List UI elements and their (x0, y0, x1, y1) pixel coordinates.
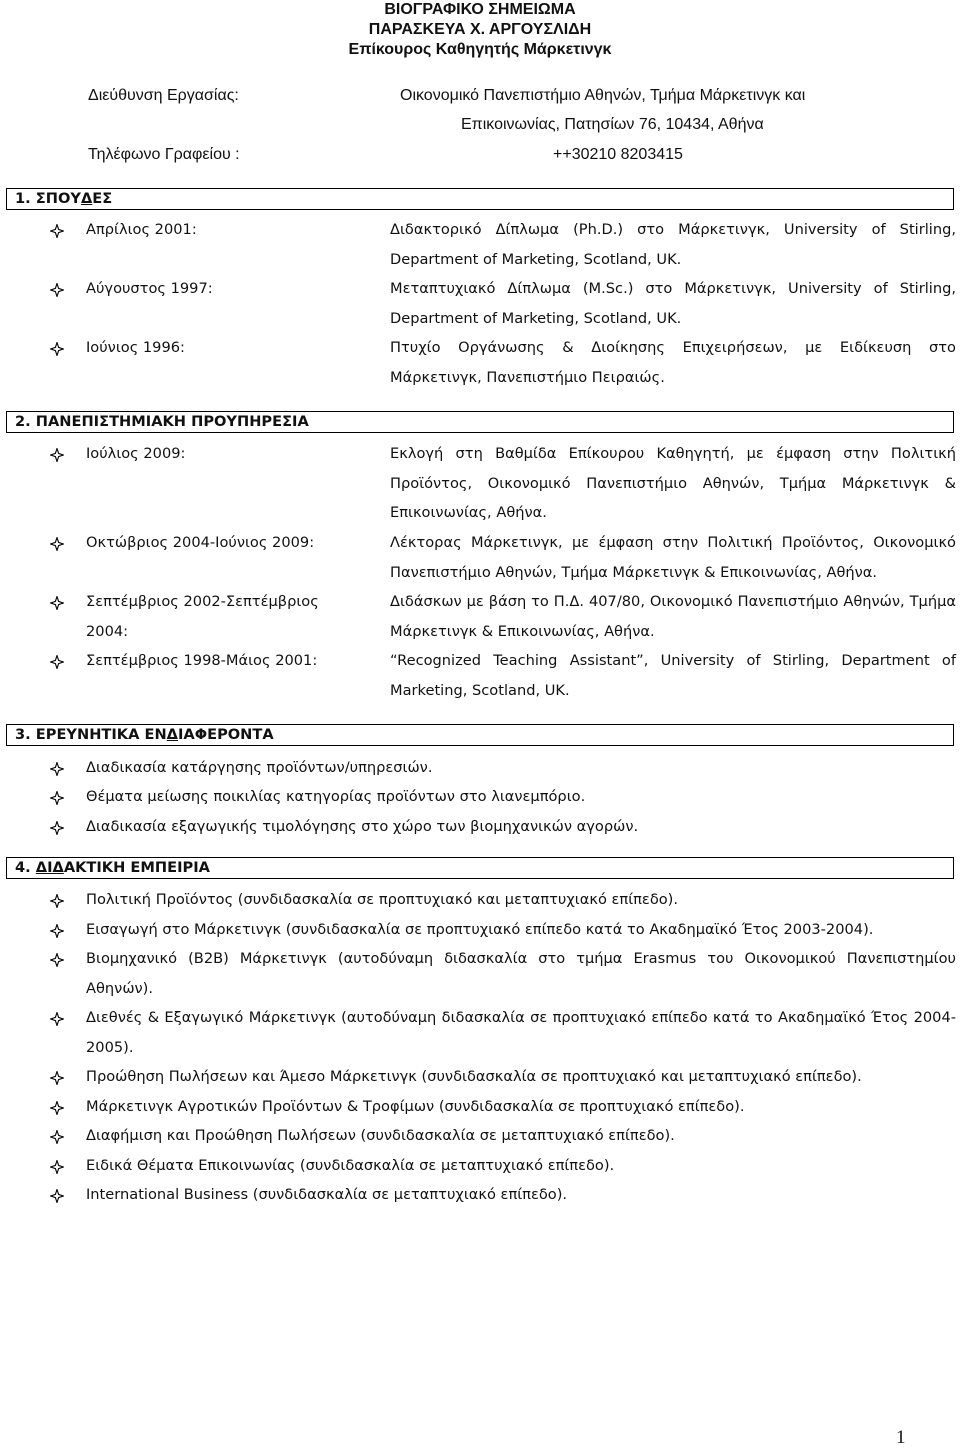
diamond-bullet-icon (50, 596, 64, 610)
education-date: Ιούνιος 1996: (86, 339, 185, 356)
teaching-item-text: International Business (συνδιδασκαλία σε μεταπτυχιακό επίπεδο). (86, 1186, 568, 1203)
teaching-item-text: Διεθνές & Εξαγωγικό Μάρκετινγκ (αυτοδύναμη διδασκαλία σε προπτυχιακό επίπεδο κατά το Ακαδημαϊκό Έτος 2004-2005). (86, 1009, 956, 1056)
teaching-item-text: Εισαγωγή στο Μάρκετινγκ (συνδιδασκαλία σε προπτυχιακό επίπεδο κατά το Ακαδημαϊκό Έτος 2003-2004). (86, 921, 874, 938)
section-research-title-underlined: Δ (166, 726, 178, 743)
diamond-bullet-icon (50, 537, 64, 551)
diamond-bullet-icon (50, 1160, 64, 1174)
diamond-bullet-icon (50, 821, 64, 835)
education-text: Πτυχίο Οργάνωσης & Διοίκησης Επιχειρήσεων, με Ειδίκευση στο Μάρκετινγκ, Πανεπιστήμιο Πειραιώς. (390, 339, 956, 386)
teaching-item-text: Μάρκετινγκ Αγροτικών Προϊόντων & Τροφίμων (συνδιδασκαλία σε προπτυχιακό επίπεδο). (86, 1098, 745, 1115)
diamond-bullet-icon (50, 342, 64, 356)
section-teaching-num: 4. (15, 859, 36, 876)
teaching-item-text: Διαφήμιση και Προώθηση Πωλήσεων (συνδιδασκαλία σε μεταπτυχιακό επίπεδο). (86, 1127, 675, 1144)
teaching-item-text: Προώθηση Πωλήσεων και Άμεσο Μάρκετινγκ (συνδιδασκαλία σε προπτυχιακό και μεταπτυχιακό επίπεδο). (86, 1068, 862, 1085)
diamond-bullet-icon (50, 1130, 64, 1144)
address-line1: Οικονομικό Πανεπιστήμιο Αθηνών, Τμήμα Μάρκετινγκ και (400, 87, 806, 104)
address-label: Διεύθυνση Εργασίας: (88, 87, 239, 104)
diamond-bullet-icon (50, 894, 64, 908)
diamond-bullet-icon (50, 1101, 64, 1115)
education-date: Αύγουστος 1997: (86, 280, 213, 297)
research-item-text: Διαδικασία κατάργησης προϊόντων/υπηρεσιών. (86, 759, 433, 776)
section-education-title-underlined: Δ (80, 190, 93, 207)
diamond-bullet-icon (50, 924, 64, 938)
research-item-text: Θέματα μείωσης ποικιλίας κατηγορίας προϊόντων στο λιανεμπόριο. (86, 788, 586, 805)
person-position: Επίκουρος Καθηγητής Μάρκετινγκ (348, 41, 612, 58)
teaching-item-text: Βιομηχανικό (Β2Β) Μάρκετινγκ (αυτοδύναμη διδασκαλία στο τμήμα Erasmus του Οικονομικού Πανεπιστημίου Αθηνών). (86, 950, 956, 997)
section-research-title (6, 724, 954, 746)
section-education-title (6, 188, 954, 210)
experience-text: Εκλογή στη Βαθμίδα Επίκουρου Καθηγητή, με έμφαση στην Πολιτική Προϊόντος, Οικονομικό Πανεπιστήμιο Αθηνών, Τμήμα Μάρκετινγκ & Επικοινωνίας, Αθήνα. (390, 445, 956, 521)
education-date: Απρίλιος 2001: (86, 221, 197, 238)
education-text: Διδακτορικό Δίπλωμα (Ph.D.) στο Μάρκετινγκ, University of Stirling, Department of Marketing, Scotland, UK. (390, 221, 956, 268)
experience-date-cont: 2004: (86, 623, 129, 640)
section-education-num: 1. (15, 190, 36, 207)
section-education-title-pre: ΣΠΟΥ (35, 190, 81, 207)
section-education-title-post: ΕΣ (92, 190, 113, 207)
person-name: ΠΑΡΑΣΚΕΥΑ Χ. ΑΡΓΟΥΣΛΙΔΗ (368, 21, 592, 38)
experience-date: Ιούλιος 2009: (86, 445, 186, 462)
phone-value: ++30210 8203415 (553, 146, 683, 163)
experience-date: Οκτώβριος 2004-Ιούνιος 2009: (86, 534, 315, 551)
diamond-bullet-icon (50, 953, 64, 967)
experience-date: Σεπτέμβριος 2002-Σεπτέμβριος (86, 593, 319, 610)
diamond-bullet-icon (50, 1071, 64, 1085)
section-teaching-underlined-2: Δ (52, 859, 64, 876)
experience-text: “Recognized Teaching Assistant”, University of Stirling, Department of Marketing, Scotland, UK. (390, 652, 956, 699)
diamond-bullet-icon (50, 448, 64, 462)
experience-text: Λέκτορας Μάρκετινγκ, με έμφαση στην Πολιτική Προϊόντος, Οικονομικό Πανεπιστήμιο Αθηνών, Τμήμα Μάρκετινγκ & Επικοινωνίας, Αθήνα. (390, 534, 956, 581)
section-research-title-post: ΙΑΦΕΡΟΝΤΑ (177, 726, 274, 743)
experience-date: Σεπτέμβριος 1998-Μάιος 2001: (86, 652, 318, 669)
diamond-bullet-icon (50, 655, 64, 669)
diamond-bullet-icon (50, 791, 64, 805)
page-number: 1 (896, 1427, 906, 1448)
diamond-bullet-icon (50, 224, 64, 238)
diamond-bullet-icon (50, 1189, 64, 1203)
education-text: Μεταπτυχιακό Δίπλωμα (M.Sc.) στο Μάρκετινγκ, University of Stirling, Department of Marketing, Scotland, UK. (390, 280, 956, 327)
diamond-bullet-icon (50, 283, 64, 297)
section-teaching-underlined-mid: Ι (47, 859, 53, 876)
section-teaching-underlined-1: Δ (35, 859, 48, 876)
section-experience-title: 2. ΠΑΝΕΠΙΣΤΗΜΙΑΚΗ ΠΡΟΥΠΗΡΕΣΙΑ (6, 411, 954, 433)
section-teaching-title-post: ΑΚΤΙΚΗ ΕΜΠΕΙΡΙΑ (63, 859, 210, 876)
diamond-bullet-icon (50, 762, 64, 776)
phone-label: Τηλέφωνο Γραφείου : (88, 146, 240, 163)
section-research-title-pre: 3. ΕΡΕΥΝΗΤΙΚΑ ΕΝ (15, 726, 167, 743)
research-item-text: Διαδικασία εξαγωγικής τιμολόγησης στο χώρο των βιομηχανικών αγορών. (86, 818, 639, 835)
address-line2: Επικοινωνίας, Πατησίων 76, 10434, Αθήνα (461, 116, 764, 133)
experience-text: Διδάσκων με βάση το Π.Δ. 407/80, Οικονομικό Πανεπιστήμιο Αθηνών, Τμήμα Μάρκετινγκ & Επικοινωνίας, Αθήνα. (390, 593, 956, 640)
teaching-item-text: Ειδικά Θέματα Επικοινωνίας (συνδιδασκαλία σε μεταπτυχιακό επίπεδο). (86, 1157, 615, 1174)
section-teaching-title (6, 857, 954, 879)
cv-heading: ΒΙΟΓΡΑΦΙΚΟ ΣΗΜΕΙΩΜΑ (384, 1, 576, 18)
diamond-bullet-icon (50, 1012, 64, 1026)
teaching-item-text: Πολιτική Προϊόντος (συνδιδασκαλία σε προπτυχιακό και μεταπτυχιακό επίπεδο). (86, 891, 679, 908)
